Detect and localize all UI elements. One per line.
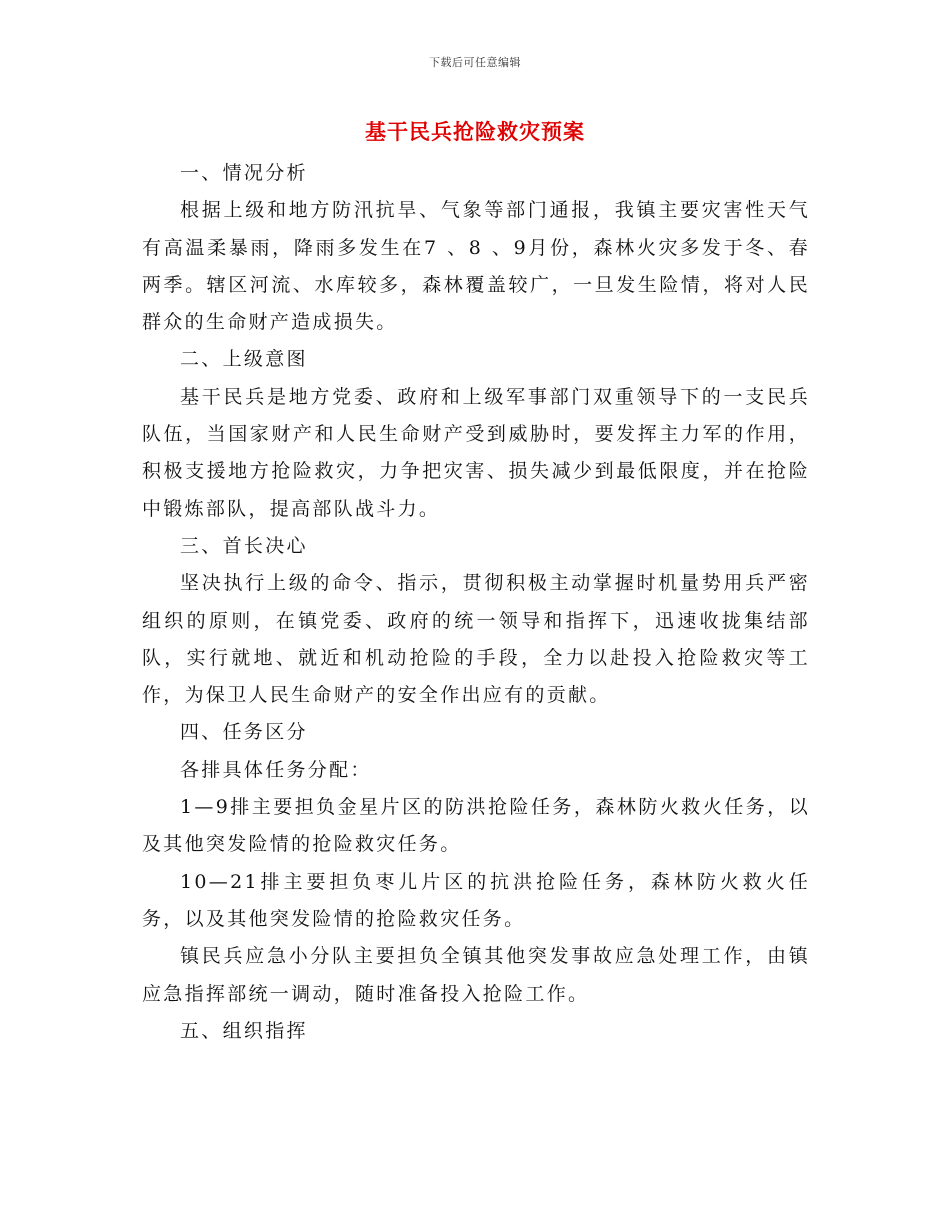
paragraph-decision: 坚决执行上级的命令、指示，贯彻积极主动掌握时机量势用兵严密组织的原则，在镇党委、政府的统一领导和指挥下，迅速收拢集结部队，实行就地、就近和机动抢险的手段，全力以赴投入抢险救灾等工作，为保卫人民生命财产的安全作出应有的贡献。 <box>142 572 810 707</box>
paragraph-intent: 基干民兵是地方党委、政府和上级军事部门双重领导下的一支民兵队伍，当国家财产和人民生命财产受到威胁时，要发挥主力军的作用，积极支援地方抢险救灾，力争把灾害、损失减少到最低限度，并在抢险中锻炼部队，提高部队战斗力。 <box>142 385 810 520</box>
section-heading-intent: 二、上级意图 <box>180 348 308 371</box>
section-heading-command: 五、组织指挥 <box>180 1019 308 1042</box>
paragraph-situation: 根据上级和地方防汛抗旱、气象等部门通报，我镇主要灾害性天气有高温柔暴雨，降雨多发生在7 、8 、9月份，森林火灾多发于冬、春两季。辖区河流、水库较多，森林覆盖较广，一旦发生险情，将对人民群众的生命财产造成损失。 <box>142 199 810 334</box>
paragraph-task-emergency-team: 镇民兵应急小分队主要担负全镇其他突发事故应急处理工作，由镇应急指挥部统一调动，随时准备投入抢险工作。 <box>142 945 810 1005</box>
section-heading-decision: 三、首长决心 <box>180 534 308 557</box>
header-note: 下载后可任意编辑 <box>429 56 521 69</box>
section-heading-tasks: 四、任务区分 <box>180 721 308 744</box>
paragraph-task-platoons-1-9: 1—9排主要担负金星片区的防洪抢险任务，森林防火救火任务，以及其他突发险情的抢险救灾任务。 <box>142 796 810 856</box>
paragraph-task-intro: 各排具体任务分配： <box>180 758 372 781</box>
document-body <box>142 155 810 1050</box>
section-heading-situation: 一、情况分析 <box>180 162 308 184</box>
paragraph-task-platoons-10-21: 10—21排主要担负枣儿片区的抗洪抢险任务，森林防火救火任务，以及其他突发险情的抢险救灾任务。 <box>142 870 810 930</box>
document-title: 基干民兵抢险救灾预案 <box>365 119 585 144</box>
